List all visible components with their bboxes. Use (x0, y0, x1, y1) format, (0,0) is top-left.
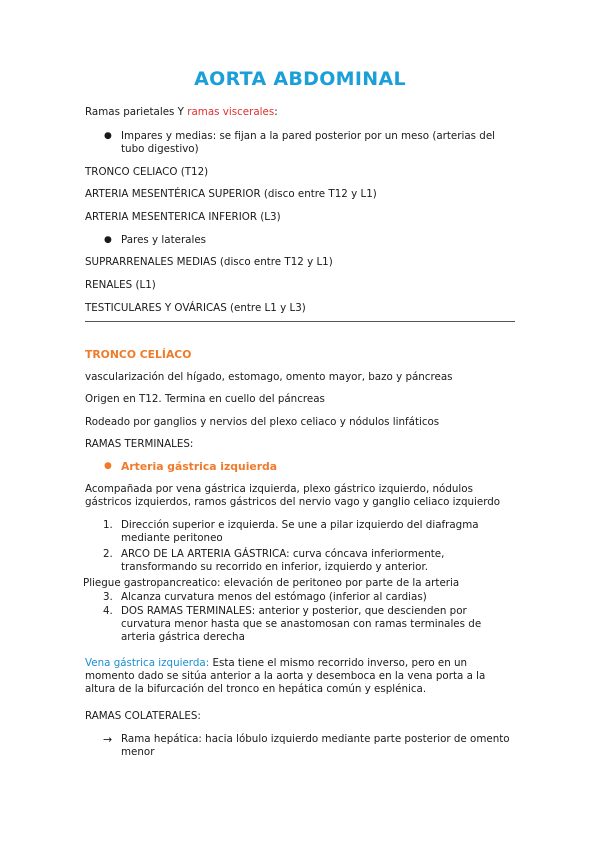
tronco-line: Origen en T12. Termina en cuello del páncreas (85, 393, 325, 405)
pares-bullet: Pares y laterales (121, 234, 207, 246)
pares-item: RENALES (L1) (85, 279, 156, 291)
intro-highlight: ramas viscerales (187, 106, 275, 118)
numbered-item: DOS RAMAS TERMINALES: anterior y posterior, que descienden por curvatura menor hasta que se anastomosan con ramas terminales de arteria gástrica derecha (121, 605, 482, 643)
numbered-item: ARCO DE LA ARTERIA GÁSTRICA: curva cóncava inferiormente, transformando su recorrido en inferior, izquierdo y anterior. (121, 548, 445, 573)
acompanada-paragraph: Acompañada por vena gástrica izquierda, plexo gástrico izquierdo, nódulos gástricos izquierdos, ramos gástricos del nervio vago y ganglio celiaco izquierdo (85, 483, 501, 508)
colaterales-heading: RAMAS COLATERALES: (85, 710, 201, 722)
impares-item: ARTERIA MESENTÉRICA SUPERIOR (disco entre T12 y L1) (85, 188, 377, 200)
impares-item: ARTERIA MESENTERICA INFERIOR (L3) (85, 211, 281, 223)
colateral-item: Rama hepática: hacia lóbulo izquierdo mediante parte posterior de omento menor (121, 733, 510, 758)
arrow-right-icon: → (103, 733, 113, 746)
pares-item: TESTICULARES Y OVÁRICAS (entre L1 y L3) (85, 302, 306, 314)
page-title: AORTA ABDOMINAL (194, 68, 406, 90)
list-number: 1. (103, 519, 113, 531)
list-number: 3. (103, 591, 113, 603)
section-heading: TRONCO CELÍACO (85, 348, 192, 361)
tronco-line: RAMAS TERMINALES: (85, 438, 194, 450)
impares-bullet: Impares y medias: se fijan a la pared posterior por un meso (arterias del tubo digestivo) (121, 130, 496, 155)
intro-prefix: Ramas parietales Y (85, 106, 188, 118)
bullet-dot-icon: ● (104, 131, 112, 141)
numbered-item: Alcanza curvatura menos del estómago (inferior al cardias) (121, 591, 427, 603)
list-number: 4. (103, 605, 113, 617)
tronco-line: vascularización del hígado, estomago, omento mayor, bazo y páncreas (85, 371, 453, 383)
vena-paragraph (85, 657, 515, 696)
numbered-item: Dirección superior e izquierda. Se une a pilar izquierdo del diafragma mediante peritoneo (121, 519, 479, 544)
intro-line (85, 106, 278, 119)
intro-suffix: : (274, 106, 278, 118)
bullet-dot-icon: ● (104, 235, 112, 245)
pares-item: SUPRARRENALES MEDIAS (disco entre T12 y L1) (85, 256, 333, 268)
vena-label: Vena gástrica izquierda: (85, 657, 210, 669)
tronco-line: Rodeado por ganglios y nervios del plexo celiaco y nódulos linfáticos (85, 416, 440, 428)
list-number: 2. (103, 548, 113, 560)
subheading: Arteria gástrica izquierda (121, 460, 278, 473)
vena-text: Esta tiene el mismo recorrido inverso, pero en un momento dado se sitúa anterior a la aorta y desemboca en la vena porta a la altura de la bifurcación del tronco en hepática común y esplénica. (85, 657, 486, 695)
pliegue-line: Pliegue gastropancreatico: elevación de peritoneo por parte de la arteria (83, 577, 460, 589)
section-divider (85, 321, 515, 322)
impares-item: TRONCO CELIACO (T12) (85, 166, 209, 178)
bullet-dot-icon: ● (104, 461, 112, 471)
